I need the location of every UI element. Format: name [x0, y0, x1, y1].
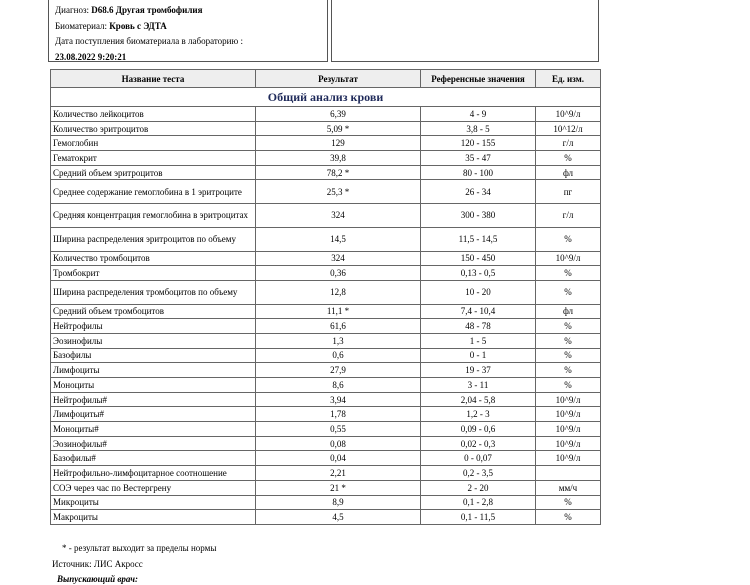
- table-row: [51, 319, 601, 334]
- diagnosis-value: D68.6 Другая тромбофилия: [91, 5, 203, 15]
- reference-cell: 26 - 34: [421, 180, 536, 204]
- test-name-cell: Гемоглобин: [51, 136, 256, 151]
- result-cell: 78,2 *: [256, 165, 421, 180]
- table-row: [51, 151, 601, 166]
- test-name-cell: Среднее содержание гемоглобина в 1 эритроците: [51, 180, 256, 204]
- result-cell: 0,55: [256, 422, 421, 437]
- unit-cell: %: [536, 510, 601, 525]
- reference-cell: 7,4 - 10,4: [421, 304, 536, 319]
- test-name-cell: Нейтрофилы#: [51, 392, 256, 407]
- reference-cell: 10 - 20: [421, 280, 536, 304]
- reference-cell: 1,2 - 3: [421, 407, 536, 422]
- table-row: [51, 495, 601, 510]
- unit-cell: [536, 466, 601, 481]
- test-name-cell: Средняя концентрация гемоглобина в эритроцитах: [51, 204, 256, 228]
- table-row: [51, 480, 601, 495]
- test-name-cell: Моноциты: [51, 378, 256, 393]
- result-cell: 27,9: [256, 363, 421, 378]
- unit-cell: г/л: [536, 204, 601, 228]
- result-cell: 6,39: [256, 107, 421, 122]
- reference-cell: 35 - 47: [421, 151, 536, 166]
- test-name-cell: Ширина распределения эритроцитов по объему: [51, 227, 256, 251]
- column-header-reference: Референсные значения: [421, 70, 536, 88]
- table-row: [51, 280, 601, 304]
- section-row: [51, 88, 601, 107]
- result-cell: 12,8: [256, 280, 421, 304]
- table-row: [51, 266, 601, 281]
- result-cell: 8,9: [256, 495, 421, 510]
- test-name-cell: Нейтрофилы: [51, 319, 256, 334]
- arrival-value: 23.08.2022 9:20:21: [55, 51, 127, 62]
- unit-cell: фл: [536, 304, 601, 319]
- unit-cell: %: [536, 227, 601, 251]
- table-row: [51, 436, 601, 451]
- reference-cell: 0 - 1: [421, 348, 536, 363]
- reference-cell: 150 - 450: [421, 251, 536, 266]
- result-cell: 39,8: [256, 151, 421, 166]
- unit-cell: 10^9/л: [536, 436, 601, 451]
- table-row: [51, 121, 601, 136]
- test-name-cell: Лимфоциты#: [51, 407, 256, 422]
- biomaterial-label: Биоматериал:: [55, 20, 110, 31]
- test-name-cell: СОЭ через час по Вестергрену: [51, 480, 256, 495]
- table-row: [51, 107, 601, 122]
- table-row: [51, 227, 601, 251]
- reference-cell: 0,1 - 11,5: [421, 510, 536, 525]
- reference-cell: 0,1 - 2,8: [421, 495, 536, 510]
- unit-cell: фл: [536, 165, 601, 180]
- test-name-cell: Макроциты: [51, 510, 256, 525]
- diagnosis-label: Диагноз:: [55, 5, 92, 15]
- table-row: [51, 136, 601, 151]
- unit-cell: %: [536, 319, 601, 334]
- table-row: [51, 422, 601, 437]
- results-table: [50, 69, 601, 525]
- unit-cell: %: [536, 266, 601, 281]
- table-row: [51, 165, 601, 180]
- reference-cell: 0,13 - 0,5: [421, 266, 536, 281]
- table-row: [51, 378, 601, 393]
- result-cell: 324: [256, 204, 421, 228]
- reference-cell: 120 - 155: [421, 136, 536, 151]
- test-name-cell: Базофилы#: [51, 451, 256, 466]
- result-cell: 61,6: [256, 319, 421, 334]
- unit-cell: 10^12/л: [536, 121, 601, 136]
- test-name-cell: Средний объем тромбоцитов: [51, 304, 256, 319]
- table-row: [51, 392, 601, 407]
- test-name-cell: Микроциты: [51, 495, 256, 510]
- reference-cell: 0,2 - 3,5: [421, 466, 536, 481]
- unit-cell: 10^9/л: [536, 251, 601, 266]
- secondary-info-box: [331, 0, 599, 62]
- test-name-cell: Тромбокрит: [51, 266, 256, 281]
- unit-cell: мм/ч: [536, 480, 601, 495]
- result-cell: 3,94: [256, 392, 421, 407]
- result-cell: 21 *: [256, 480, 421, 495]
- unit-cell: %: [536, 348, 601, 363]
- test-name-cell: Количество тромбоцитов: [51, 251, 256, 266]
- biomaterial-value: Кровь с ЭДТА: [109, 20, 167, 31]
- reference-cell: 19 - 37: [421, 363, 536, 378]
- result-cell: 11,1 *: [256, 304, 421, 319]
- unit-cell: %: [536, 378, 601, 393]
- table-row: [51, 451, 601, 466]
- table-row: [51, 333, 601, 348]
- test-name-cell: Эозинофилы#: [51, 436, 256, 451]
- unit-cell: %: [536, 495, 601, 510]
- unit-cell: 10^9/л: [536, 422, 601, 437]
- unit-cell: 10^9/л: [536, 107, 601, 122]
- reference-cell: 0 - 0,07: [421, 451, 536, 466]
- unit-cell: %: [536, 333, 601, 348]
- result-cell: 4,5: [256, 510, 421, 525]
- result-cell: 129: [256, 136, 421, 151]
- unit-cell: 10^9/л: [536, 407, 601, 422]
- reference-cell: 0,09 - 0,6: [421, 422, 536, 437]
- result-cell: 8,6: [256, 378, 421, 393]
- diagnosis-line: [55, 3, 327, 19]
- table-header-row: [51, 70, 601, 88]
- result-cell: 5,09 *: [256, 121, 421, 136]
- result-cell: 0,04: [256, 451, 421, 466]
- result-cell: 0,36: [256, 266, 421, 281]
- table-row: [51, 180, 601, 204]
- footnote: * - результат выходит за пределы нормы: [62, 543, 217, 553]
- source-line: Источник: ЛИС Акросс: [52, 559, 143, 569]
- test-name-cell: Лимфоциты: [51, 363, 256, 378]
- unit-cell: г/л: [536, 136, 601, 151]
- table-row: [51, 510, 601, 525]
- result-cell: 0,08: [256, 436, 421, 451]
- doctor-label: Выпускающий врач:: [57, 574, 139, 584]
- column-header-result: Результат: [256, 70, 421, 88]
- biomaterial-line: [55, 19, 327, 35]
- result-cell: 1,3: [256, 333, 421, 348]
- test-name-cell: Количество лейкоцитов: [51, 107, 256, 122]
- reference-cell: 4 - 9: [421, 107, 536, 122]
- reference-cell: 48 - 78: [421, 319, 536, 334]
- table-row: [51, 363, 601, 378]
- result-cell: 2,21: [256, 466, 421, 481]
- test-name-cell: Гематокрит: [51, 151, 256, 166]
- test-name-cell: Нейтрофильно-лимфоцитарное соотношение: [51, 466, 256, 481]
- test-name-cell: Эозинофилы: [51, 333, 256, 348]
- reference-cell: 2,04 - 5,8: [421, 392, 536, 407]
- test-name-cell: Ширина распределения тромбоцитов по объему: [51, 280, 256, 304]
- test-name-cell: Моноциты#: [51, 422, 256, 437]
- section-title: Общий анализ крови: [51, 88, 601, 107]
- arrival-label: Дата поступления биоматериала в лабораторию :: [55, 36, 243, 46]
- table-row: [51, 251, 601, 266]
- result-cell: 324: [256, 251, 421, 266]
- reference-cell: 3 - 11: [421, 378, 536, 393]
- test-name-cell: Количество эритроцитов: [51, 121, 256, 136]
- reference-cell: 80 - 100: [421, 165, 536, 180]
- test-name-cell: Средний объем эритроцитов: [51, 165, 256, 180]
- test-name-cell: Базофилы: [51, 348, 256, 363]
- reference-cell: 11,5 - 14,5: [421, 227, 536, 251]
- reference-cell: 1 - 5: [421, 333, 536, 348]
- patient-info-box: [48, 0, 328, 62]
- table-row: [51, 466, 601, 481]
- reference-cell: 2 - 20: [421, 480, 536, 495]
- unit-cell: пг: [536, 180, 601, 204]
- table-row: [51, 304, 601, 319]
- table-row: [51, 204, 601, 228]
- reference-cell: 300 - 380: [421, 204, 536, 228]
- reference-cell: 3,8 - 5: [421, 121, 536, 136]
- column-header-unit: Ед. изм.: [536, 70, 601, 88]
- unit-cell: %: [536, 151, 601, 166]
- result-cell: 0,6: [256, 348, 421, 363]
- unit-cell: %: [536, 363, 601, 378]
- result-cell: 14,5: [256, 227, 421, 251]
- reference-cell: 0,02 - 0,3: [421, 436, 536, 451]
- result-cell: 25,3 *: [256, 180, 421, 204]
- column-header-name: Название теста: [51, 70, 256, 88]
- unit-cell: %: [536, 280, 601, 304]
- unit-cell: 10^9/л: [536, 392, 601, 407]
- table-row: [51, 348, 601, 363]
- result-cell: 1,78: [256, 407, 421, 422]
- unit-cell: 10^9/л: [536, 451, 601, 466]
- table-row: [51, 407, 601, 422]
